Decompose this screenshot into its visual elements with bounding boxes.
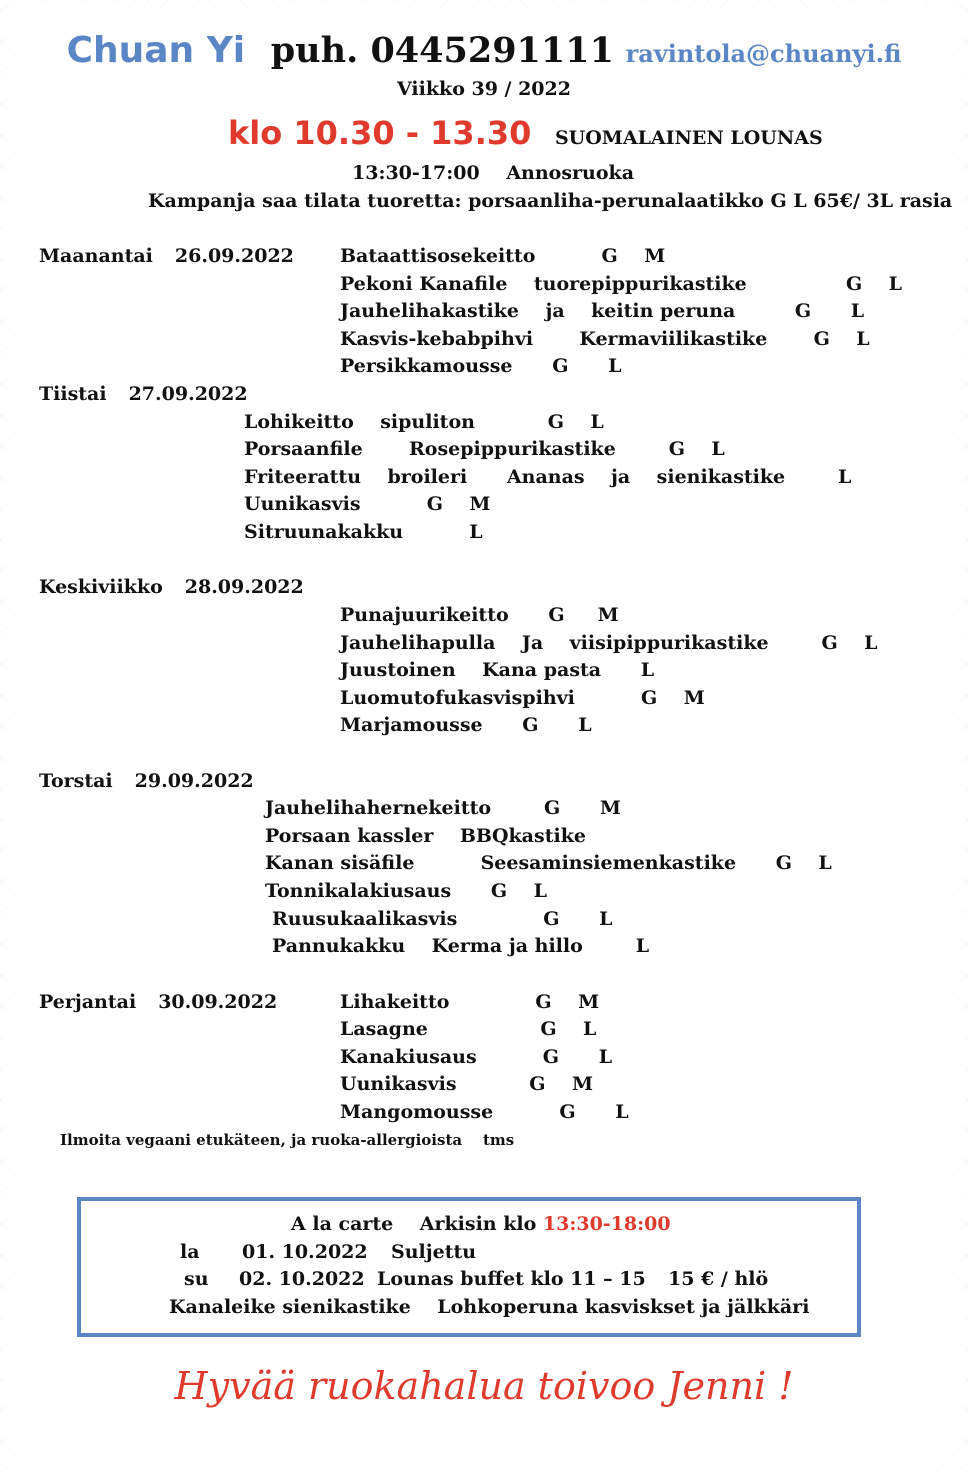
menu-item: Lasagne G L	[340, 1018, 597, 1040]
alacarte-hours: 13:30-18:00	[542, 1213, 671, 1235]
day-date: 30.09.2022	[158, 991, 278, 1013]
menu-item: Jauhelihakastike ja keitin peruna G L	[340, 300, 865, 322]
allergy-notice: Ilmoita vegaani etukäteen, ja ruoka-allergioista tms	[60, 1131, 515, 1149]
menu-item: Porsaan kassler BBQkastike	[265, 825, 586, 847]
portion-line	[352, 162, 634, 184]
saturday-status: Suljettu	[391, 1241, 477, 1263]
phone-number: puh. 0445291111	[270, 30, 614, 71]
menu-item: Jauhelihahernekeitto G M	[265, 797, 621, 819]
day-heading-monday	[39, 245, 294, 267]
menu-item: Persikkamousse G L	[340, 355, 622, 377]
day-name: Keskiviikko	[39, 576, 163, 598]
day-heading-friday	[39, 991, 277, 1013]
menu-item: Kasvis-kebabpihvi Kermaviilikastike G L	[340, 328, 870, 350]
sunday-price: 15 € / hlö	[668, 1268, 769, 1290]
email-address: ravintola@chuanyi.fi	[625, 39, 902, 68]
day-name: Tiistai	[39, 383, 107, 405]
day-date: 29.09.2022	[134, 770, 254, 792]
menu-item: Uunikasvis G M	[244, 493, 491, 515]
sunday-menu: Kanaleike sienikastike Lohkoperuna kasviskset ja jälkkäri	[169, 1296, 810, 1318]
menu-item: Mangomousse G L	[340, 1101, 629, 1123]
day-name: Perjantai	[39, 991, 137, 1013]
sunday-buffet: Lounas buffet klo 11 – 15	[377, 1268, 646, 1290]
menu-item: Friteerattu broileri Ananas ja sienikastike L	[244, 466, 852, 488]
weekdays-label: Arkisin klo	[419, 1213, 537, 1235]
day-date: 26.09.2022	[174, 245, 294, 267]
menu-item: Ruusukaalikasvis G L	[272, 908, 613, 930]
day-name: Torstai	[39, 770, 113, 792]
header-line	[0, 30, 968, 71]
menu-item: Pekoni Kanafile tuorepippurikastike G L	[340, 273, 903, 295]
lunch-hours: klo 10.30 - 13.30	[228, 114, 532, 152]
restaurant-name: Chuan Yi	[66, 30, 246, 71]
alacarte-line	[291, 1213, 671, 1235]
day-date: 27.09.2022	[128, 383, 248, 405]
lunch-title: SUOMALAINEN LOUNAS	[554, 127, 823, 149]
day-heading-tuesday	[39, 383, 248, 405]
portion-label: Annosruoka	[506, 162, 635, 184]
menu-item: Luomutofukasvispihvi G M	[340, 687, 705, 709]
day-date: 28.09.2022	[184, 576, 304, 598]
alacarte-label: A la carte	[291, 1213, 394, 1235]
menu-item: Uunikasvis G M	[340, 1073, 594, 1095]
day-name: Maanantai	[39, 245, 153, 267]
menu-item: Lohikeitto sipuliton G L	[244, 411, 604, 433]
saturday-line	[180, 1241, 200, 1263]
menu-item: Kanakiusaus G L	[340, 1046, 613, 1068]
saturday-date: 01. 10.2022	[242, 1241, 368, 1263]
lunch-hours-line	[228, 114, 823, 152]
menu-item: Jauhelihapulla Ja viisipippurikastike G L	[340, 632, 878, 654]
closing-signature: Hyvää ruokahalua toivoo Jenni !	[174, 1364, 794, 1408]
day-heading-wednesday	[39, 576, 304, 598]
portion-hours: 13:30-17:00	[352, 162, 480, 184]
menu-item: Sitruunakakku L	[244, 521, 483, 543]
day-heading-thursday	[39, 770, 254, 792]
menu-item: Marjamousse G L	[340, 714, 592, 736]
saturday-day: la	[180, 1241, 200, 1263]
menu-item: Juustoinen Kana pasta L	[340, 659, 655, 681]
menu-item: Porsaanfile Rosepippurikastike G L	[244, 438, 725, 460]
week-label: Viikko 39 / 2022	[397, 78, 571, 100]
menu-item: Bataattisosekeitto G M	[340, 245, 666, 267]
menu-item: Kanan sisäfile Seesaminsiemenkastike G L	[265, 852, 832, 874]
weekend-info-box	[77, 1197, 861, 1337]
menu-item: Punajuurikeitto G M	[340, 604, 619, 626]
menu-item: Pannukakku Kerma ja hillo L	[272, 935, 650, 957]
sunday-day: su	[184, 1268, 209, 1290]
menu-item: Lihakeitto G M	[340, 991, 600, 1013]
sunday-date: 02. 10.2022	[239, 1268, 365, 1290]
menu-item: Tonnikalakiusaus G L	[265, 880, 547, 902]
campaign-line: Kampanja saa tilata tuoretta: porsaanliha-perunalaatikko G L 65€/ 3L rasia	[148, 190, 953, 212]
